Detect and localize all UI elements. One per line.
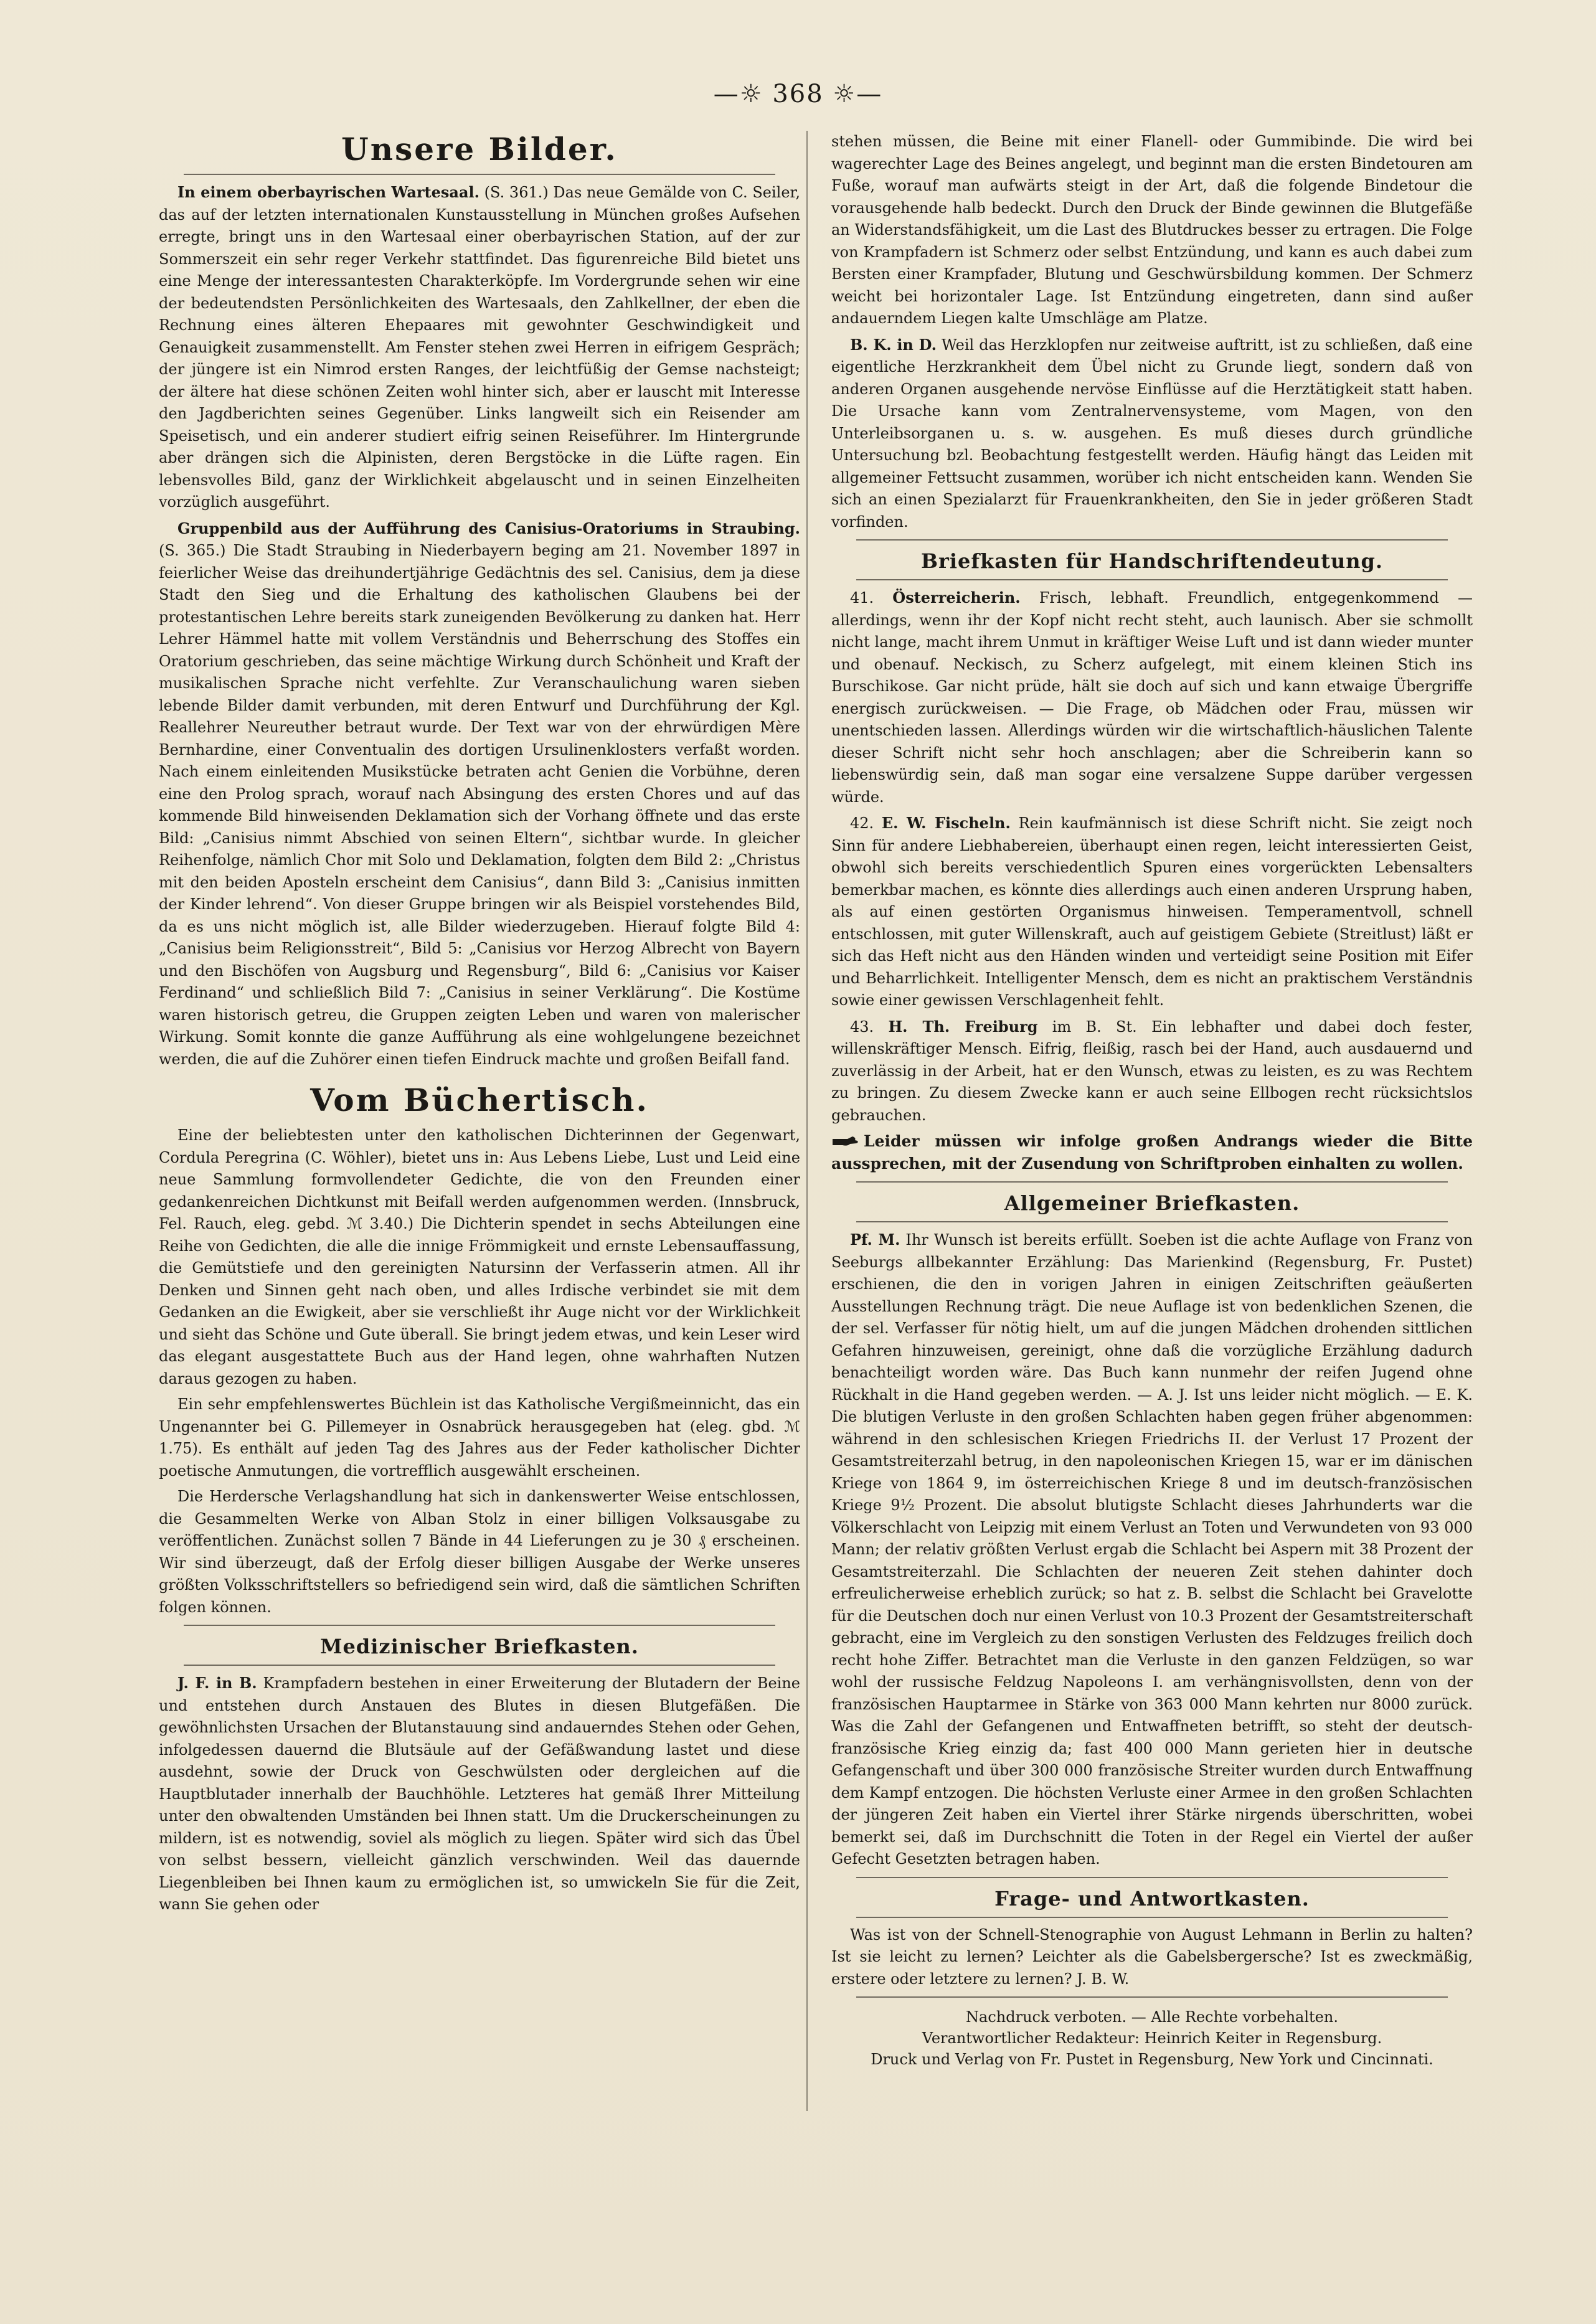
right-column: [831, 131, 1473, 2070]
left-column: [159, 131, 800, 1920]
handwriting-41: [831, 587, 1473, 808]
answer-recipient: B. K. in D.: [850, 335, 937, 354]
article-text: (S. 361.) Das neue Gemälde von C. Seiler, das auf der letzten internationalen Kunstausstellung in München großes Aufsehen erregte, bringt uns in den Wartesaal einer oberbayrischen Station, auf der zur Sommerszeit ein sehr reger Verkehr stattfindet. Das figurenreiche Bild bietet uns eine Menge der interessantesten Charakterköpfe. Im Vordergrunde sehen wir eine der bedeutendsten Persönlichkeiten des Wartesaals, den Zahlkellner, der eben die Rechnung eines älteren Ehepaares mit gewohnter Geschwindigkeit und Genauigkeit zusammenstellt. Am Fenster stehen zwei Herren in eifrigem Gespräch; der jüngere ist ein Nimrod ersten Ranges, der leichtfüßig der Gemse nachsteigt; der ältere hat diese schönen Zeiten wohl hinter sich, aber er lauscht mit Interesse den Jagdberichten seines Gegenüber. Links langweilt sich ein Reisender am Speisetisch, und ein anderer studiert eifrig seinen Reiseführer. Im Hintergrunde aber drängen sich die Alpinisten, deren Bergstöcke in die Lüfte ragen. Ein lebensvolles Bild, ganz der Wirklichkeit abgelauscht und in seinen Einzelheiten vorzüglich ausgeführt.: [159, 184, 801, 511]
handwriting-43: [831, 1016, 1473, 1127]
entry-text: Rein kaufmännisch ist diese Schrift nicht. Sie zeigt noch Sinn für andere Liebhabereien, überhaupt einen regen, leicht interessierten Geist, obwohl sich bereits verschiedentlich Spuren eines vorgerückten Lebensalters bemerkbar machen, es könnte dies allerdings auch einen anderen Ursprung haben, als auf einen gestörten Organismus hinweisen. Temperamentvoll, schnell entschlossen, mit guter Willenskraft, auch auf geistigem Gebiete (Streitlust) läßt er sich das Heft nicht aus den Händen winden und verteidigt seine Position mit Eifer und Beharrlichkeit. Intelligenter Mensch, dem es nicht an praktischem Verständnis sowie einer gewissen Verschlagenheit fehlt.: [831, 815, 1473, 1009]
article-lead: In einem oberbayrischen Wartesaal.: [177, 183, 479, 201]
entry-name: H. Th. Freiburg: [888, 1017, 1038, 1036]
question: [831, 1924, 1473, 1991]
answer-text: Ihr Wunsch ist bereits erfüllt. Soeben ist die achte Auflage von Franz von Seeburgs allbekannter Erzählung: Das Marienkind (Regensburg, Fr. Pustet) erschienen, die den in vorigen Jahren in einigen Zeitschriften geäußerten Ausstellungen Rechnung trägt. Die neue Auflage ist von bedenklichen Szenen, die der sel. Verfasser für nötig hielt, um auf die jungen Mädchen drohenden sittlichen Gefahren hinzuweisen, gereinigt, ohne daß die vorzügliche Erzählung dadurch benachteiligt worden wäre. Das Buch kann nunmehr der reifen Jugend ohne Rückhalt in die Hand gegeben werden. — A. J. Ist uns leider nicht möglich. — E. K. Die blutigen Verluste in den großen Schlachten haben gegen früher abgenommen: während in den schlesischen Kriegen Friedrichs II. der Verlust 17 Prozent der Gesamtstreiterzahl betrug, in den napoleonischen Kriegen 15, war er im dänischen Kriege von 1864 9, im österreichischen Kriege 8 und im deutsch-französischen Kriege 9½ Prozent. Die absolut blutigste Schlacht dieses Jahrhunderts war die Völkerschlacht von Leipzig mit einem Verlust an Toten und Verwundeten von 93 000 Mann; der relativ größten Verlust ergab die Schlacht bei Aspern mit 38 Prozent der Gesamtstreiterzahl. Die Schlachten der neueren Zeit stehen dahinter doch erfreulicherweise erheblich zurück; so hat z. B. selbst die Schlacht bei Gravelotte für die Deutschen doch nur einen Verlust von 10.3 Prozent der Gesamtstreiterschaft gebracht, eine im Vergleich zu den sonstigen Verlusten des Feldzuges freilich doch recht hohe Ziffer. Betrachtet man die Verluste in den ganzen Feldzügen, so war wohl der russische Feldzug Napoleons I. am verhängnisvollsten, denn von der französischen Hauptarmee in Stärke von 363 000 Mann kehrten nur 8000 zurück. Was die Zahl der Gefangenen und Entwaffneten betrifft, so steht der deutsch-französische Krieg einzig da; fast 400 000 Mann gerieten hier in deutsche Gefangenschaft und über 300 000 französische Streiter wurden durch Entwaffnung dem Kampf entzogen. Die höchsten Verluste einer Armee in den großen Schlachten der jüngeren Zeit haben ein Viertel ihrer Stärke nirgends überschritten, wobei bemerkt sei, daß im Durchschnitt die Toten in der Regel ein Viertel der außer Gefecht Gesetzten betragen haben.: [831, 1231, 1473, 1868]
entry-text: Frisch, lebhaft. Freundlich, entgegenkommend — allerdings, wenn ihr der Kopf nicht recht steht, auch launisch. Aber sie schmollt nicht lange, macht ihrem Unmut in kräftiger Weise Luft und ist dann wieder munter und obenauf. Neckisch, zu Scherz aufgelegt, mit einem kleinen Stich ins Burschikose. Gar nicht prüde, hält sie doch auf sich und kann etwaige Übergriffe energisch zurückweisen. — Die Frage, ob Mädchen oder Frau, müssen wir unentschieden lassen. Allerdings würden wir die wirtschaftlich-häuslichen Talente dieser Schrift nicht sehr hoch anschlagen; aber die Schreiberin kann so liebenswürdig sein, daß man sogar eine versalzene Suppe darüber vergessen würde.: [831, 589, 1473, 806]
book-review-2: Ein sehr empfehlenswertes Büchlein ist das Katholische Vergißmeinnicht, das ein Ungenannter bei G. Pillemeyer in Osnabrück herausgegeben hat (eleg. gbd. ℳ 1.75). Es enthält auf jeden Tag des Jahres aus der Feder katholischer Dichter poetische Anmutungen, die vortrefflich ausgewählt erscheinen.: [159, 1396, 800, 1480]
divider: [856, 1181, 1448, 1183]
divider: [184, 174, 775, 175]
divider: [856, 1996, 1448, 1998]
section-title-buechertisch: Vom Büchertisch.: [310, 1082, 649, 1118]
general-answer: [831, 1229, 1473, 1871]
entry-number: 42.: [850, 815, 874, 832]
column-divider: [806, 131, 808, 2111]
entry-name: Österreicherin.: [892, 588, 1021, 607]
section-title-handschrift: Briefkasten für Handschriftendeutung.: [920, 549, 1384, 573]
answer-recipient: J. F. in B.: [177, 1674, 257, 1692]
section-title-frage-antwort: Frage- und Antwortkasten.: [994, 1886, 1310, 1911]
medical-answer-2: [831, 334, 1473, 534]
imprint-editor: Verantwortlicher Redakteur: Heinrich Keiter in Regensburg.: [922, 2029, 1382, 2047]
imprint-publisher: Druck und Verlag von Fr. Pustet in Regensburg, New York und Cincinnati.: [871, 2051, 1433, 2068]
notice-text: Leider müssen wir infolge großen Andrangs wieder die Bitte aussprechen, mit der Zusendung von Schriftproben einhalten zu wollen.: [831, 1132, 1473, 1173]
imprint-rights: Nachdruck verboten. — Alle Rechte vorbehalten.: [966, 2008, 1338, 2026]
entry-number: 41.: [850, 589, 874, 607]
article-wartesaal: [159, 181, 800, 514]
answer-text: Krampfadern bestehen in einer Erweiterung der Blutadern der Beine und entstehen durch Anstauen des Blutes in diesen Blutgefäßen. Die gewöhnlichsten Ursachen der Blutanstauung sind andauerndes Stehen oder Gehen, infolgedessen dauernd die Blutsäule auf der Gefäßwandung lastet und diese ausdehnt, sowie der Druck von Geschwülsten oder dergleichen auf die Hauptblutader innerhalb der Bauchhöhle. Letzteres hat gemäß Ihrer Mitteilung unter den obwaltenden Umständen bei Ihnen statt. Um die Druckerscheinungen zu mildern, ist es notwendig, soviel als möglich zu liegen. Später wird sich das Übel von selbst bessern, vielleicht gänzlich verschwinden. Weil das dauernde Liegenbleiben bei Ihnen kaum zu ermöglichen ist, so umwickeln Sie für die Zeit, wann Sie gehen oder: [159, 1675, 801, 1913]
page-number: —☼ 368 ☼—: [713, 80, 883, 108]
divider: [184, 1625, 775, 1626]
medical-answer-1-continued: stehen müssen, die Beine mit einer Flanell- oder Gummibinde. Die wird bei wagerechter Lage des Beines angelegt, und beginnt man die ersten Bindetouren am Fuße, worauf man aufwärts steigt in der Art, daß die folgende Bindetour die vorausgehende halb bedeckt. Durch den Druck der Binde gewinnen die Blutgefäße an Widerstandsfähigkeit, um die Last des Blutdruckes besser zu ertragen. Die Folge von Krampfadern ist Schmerz oder selbst Entzündung, und kann es auch dabei zum Bersten einer Krampfader, Blutung und Geschwürsbildung kommen. Der Schmerz weicht bei horizontaler Lage. Ist Entzündung eingetreten, dann sind außer andauerndem Liegen kalte Umschläge am Platze.: [831, 133, 1473, 327]
pointing-hand-icon: [831, 1134, 859, 1148]
book-review-1: Eine der beliebtesten unter den katholischen Dichterinnen der Gegenwart, Cordula Peregrina (C. Wöhler), bietet uns in: Aus Lebens Liebe, Lust und Leid eine neue Sammlung formvollendeter Gedichte, die von den Freunden einer gedankenreichen Dichtkunst mit Beifall werden aufgenommen werden. (Innsbruck, Fel. Rauch, eleg. gebd. ℳ 3.40.) Die Dichterin spendet in sechs Abteilungen eine Reihe von Gedichten, die alle die innige Frömmigkeit und ernste Lebensauffassung, die Gemütstiefe und den gereinigten Natursinn der Verfasserin atmen. All ihr Denken und Sinnen geht nach oben, und alles Irdische verbindet sie mit dem Gedanken an die Ewigkeit, aber sie verschließt ihr Auge nicht vor der Wirklichkeit und sieht das Schöne und Gute überall. Sie bringt jedem etwas, und kein Leser wird das elegant ausgestattete Buch aus der Hand legen, ohne wahrhaften Nutzen daraus gezogen zu haben.: [159, 1127, 800, 1387]
article-text: (S. 365.) Die Stadt Straubing in Niederbayern beging am 21. November 1897 in feierlicher Weise das dreihundertjährige Gedächtnis des sel. Canisius, dem ja diese Stadt den Sieg und die Erhaltung des katholischen Glaubens bei der protestantischen Lehre bereits stark zuneigenden Bevölkerung zu danken hat. Herr Lehrer Hämmel hatte mit vollem Verständnis und Beherrschung des Stoffes ein Oratorium geschrieben, das seine mächtige Wirkung durch Schönheit und Kraft der musikalischen Sprache nicht verfehlte. Zur Veranschaulichung waren sieben lebende Bilder damit verbunden, mit deren Entwurf und Durchführung der Kgl. Reallehrer Neureuther betraut wurde. Der Text war von der ehrwürdigen Mère Bernhardine, einer Conventualin des dortigen Ursulinenklosters verfaßt worden. Nach einem einleitenden Musikstücke betraten acht Genien die Vorbühne, deren eine den Prolog sprach, worauf nach Absingung des ersten Chores und auf das kommende Bild hinweisenden Deklamation sich der Vorhang öffnete und das erste Bild: „Canisius nimmt Abschied von seinen Eltern“, sichtbar wurde. In gleicher Reihenfolge, nämlich Chor mit Solo und Deklamation, folgten dem Bild 2: „Christus mit den beiden Aposteln erscheint dem Canisius“, dann Bild 3: „Canisius inmitten der Kinder lehrend“. Von dieser Gruppe bringen wir als Beispiel vorstehendes Bild, da es uns nicht möglich ist, alle Bilder wiederzugeben. Hierauf folgte Bild 4: „Canisius beim Religionsstreit“, Bild 5: „Canisius vor Herzog Albrecht von Bayern und den Bischöfen von Augsburg und Regensburg“, Bild 6: „Canisius vor Kaiser Ferdinand“ und schließlich Bild 7: „Canisius in seiner Verklärung“. Die Kostüme waren historisch getreu, die Gruppen zeigten Leben und waren von malerischer Wirkung. Somit konnte die ganze Aufführung als eine wohlgelungene bezeichnet werden, die auf die Zuhörer einen tiefen Eindruck machte und großen Beifall fand.: [159, 542, 800, 1068]
answer-text: Weil das Herzklopfen nur zeitweise auftritt, ist zu schließen, daß eine eigentliche Herzkrankheit dem Übel nicht zu Grunde liegt, sondern daß von anderen Organen ausgehende nervöse Einflüsse auf die Herztätigkeit statt haben. Die Ursache kann vom Zentralnervensysteme, vom Magen, von den Unterleibsorganen u. s. w. ausgehen. Es muß dieses durch gründliche Untersuchung bzl. Beobachtung festgestellt werden. Häufig hängt das Leiden mit allgemeiner Fettsucht zusammen, worüber ich nicht entscheiden kann. Wenden Sie sich an einen Spezialarzt für Frauenkrankheiten, den Sie in jeder größeren Stadt vorfinden.: [831, 336, 1473, 531]
imprint: [831, 2006, 1473, 2070]
question-text: Was ist von der Schnell-Stenographie von August Lehmann in Berlin zu halten? Ist sie leicht zu lernen? Leichter als die Gabelsbergersche? Ist es zweckmäßig, erstere oder letztere zu lernen?: [831, 1925, 1473, 1988]
answer-recipient: Pf. M.: [850, 1230, 900, 1249]
entry-text: im B. St. Ein lebhafter und dabei doch fester, willenskräftiger Mensch. Eifrig, fleißig, rasch bei der Hand, auch ausdauernd und zuverlässig in der Arbeit, hat er den Wunsch, etwas zu leisten, es zu was Rechtem zu bringen. Zu diesem Zwecke kann er auch seine Ellbogen recht rücksichtslos gebrauchen.: [831, 1018, 1473, 1124]
book-review-3: Die Herdersche Verlagshandlung hat sich in dankenswerter Weise entschlossen, die Gesammelten Werke von Alban Stolz in einer billigen Volksausgabe zu veröffentlichen. Zunächst sollen 7 Bände in 44 Lieferungen zu je 30 ₰ erscheinen. Wir sind überzeugt, daß der Erfolg dieser billigen Ausgabe der Werke unseres größten Volksschriftstellers so befriedigend sein wird, daß die sämtlichen Schriften folgen können.: [159, 1488, 800, 1616]
page-number-value: 368: [772, 80, 824, 108]
divider: [856, 1221, 1448, 1222]
divider: [856, 1877, 1448, 1878]
section-title-medizin: Medizinischer Briefkasten.: [320, 1635, 639, 1658]
entry-name: E. W. Fischeln.: [881, 814, 1011, 832]
section-title-unsere-bilder: Unsere Bilder.: [341, 131, 618, 168]
divider: [856, 539, 1448, 541]
entry-number: 43.: [850, 1018, 874, 1036]
article-lead: Gruppenbild aus der Aufführung des Canisius-Oratoriums in Straubing.: [177, 519, 800, 537]
question-signature: J. B. W.: [1077, 1970, 1130, 1988]
divider: [184, 1665, 775, 1666]
article-canisius: [159, 517, 800, 1071]
divider: [856, 1917, 1448, 1918]
medical-answer-1: [159, 1672, 800, 1916]
notice: [831, 1130, 1473, 1175]
section-title-allgemein: Allgemeiner Briefkasten.: [1004, 1191, 1300, 1215]
handwriting-42: [831, 812, 1473, 1012]
divider: [856, 579, 1448, 580]
